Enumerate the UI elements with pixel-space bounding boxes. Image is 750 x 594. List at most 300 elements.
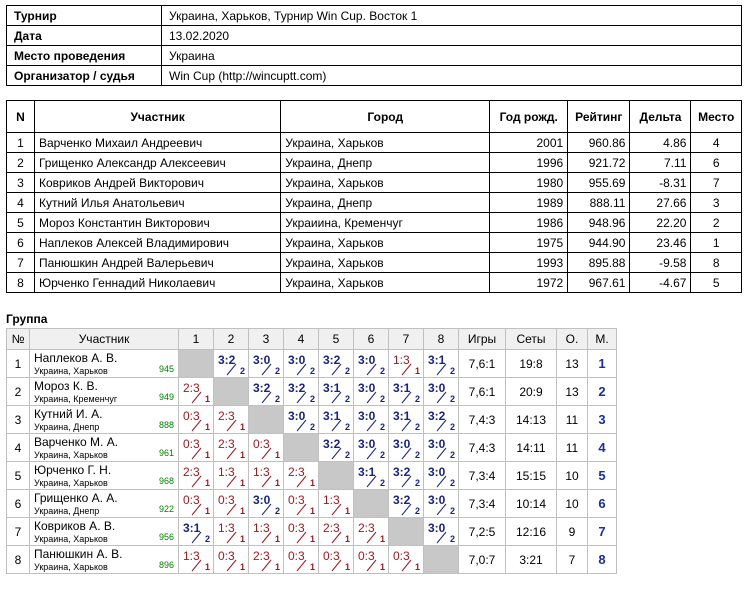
info-row	[7, 26, 742, 46]
result-cell	[424, 490, 459, 518]
result-cell	[284, 406, 319, 434]
group-player	[30, 462, 179, 490]
final-place: 6	[588, 490, 617, 518]
result-score: 3:2	[428, 409, 446, 423]
cell-rating: 948.96	[568, 213, 630, 233]
result-points: 2	[449, 534, 455, 544]
result-score: 3:2	[288, 381, 306, 395]
final-place: 2	[588, 378, 617, 406]
result-cell	[249, 518, 284, 546]
result-cell	[249, 462, 284, 490]
cell-rating: 895.88	[568, 253, 630, 273]
cell-delta: 27.66	[630, 193, 691, 213]
points-total: 10	[557, 490, 588, 518]
cell-place: 3	[691, 193, 742, 213]
result-cell	[214, 490, 249, 518]
result-points: 1	[309, 478, 315, 488]
player-rating: 888	[158, 420, 174, 430]
final-place: 8	[588, 546, 617, 574]
games-score: 7,6:1	[459, 378, 506, 406]
result-points: 2	[379, 450, 385, 460]
cell-place: 2	[691, 213, 742, 233]
player-name: Мороз К. В.	[34, 379, 98, 393]
cell-rating: 967.61	[568, 273, 630, 293]
result-cell	[179, 434, 214, 462]
cell-delta: 23.46	[630, 233, 691, 253]
group-player	[30, 378, 179, 406]
cell-rating: 921.72	[568, 153, 630, 173]
cell-birth-year: 1972	[490, 273, 568, 293]
result-score: 3:0	[288, 409, 306, 423]
cell-participant: Мороз Константин Викторович	[34, 213, 280, 233]
result-cell	[354, 546, 389, 574]
cell-city: Украина, Харьков	[281, 273, 490, 293]
result-cell	[284, 378, 319, 406]
result-points: 2	[204, 534, 210, 544]
cell-number: 4	[7, 193, 35, 213]
result-cell	[214, 406, 249, 434]
result-score: 3:0	[253, 353, 271, 367]
group-header: 5	[319, 329, 354, 350]
diagonal-cell	[319, 462, 354, 490]
result-points: 2	[414, 478, 420, 488]
result-points: 1	[414, 562, 420, 572]
result-cell	[354, 434, 389, 462]
result-score: 0:3	[218, 549, 235, 563]
result-points: 1	[344, 506, 350, 516]
cell-birth-year: 1996	[490, 153, 568, 173]
cell-rating: 888.11	[568, 193, 630, 213]
group-row	[7, 406, 617, 434]
result-cell	[389, 350, 424, 378]
cell-delta: -4.67	[630, 273, 691, 293]
player-rating: 945	[158, 364, 174, 374]
result-score: 1:3	[218, 465, 235, 479]
cell-rating: 955.69	[568, 173, 630, 193]
result-score: 0:3	[253, 437, 270, 451]
result-score: 1:3	[393, 353, 410, 367]
result-score: 3:0	[428, 493, 446, 507]
result-points: 1	[344, 534, 350, 544]
cell-delta: 7.11	[630, 153, 691, 173]
sets-score: 14:11	[506, 434, 557, 462]
points-total: 9	[557, 518, 588, 546]
cell-participant: Юрченко Геннадий Николаевич	[34, 273, 280, 293]
group-header: О.	[557, 329, 588, 350]
result-points: 2	[449, 478, 455, 488]
result-cell	[319, 518, 354, 546]
result-score: 3:2	[253, 381, 271, 395]
header-col-rating: Рейтинг	[568, 101, 630, 133]
result-points: 2	[379, 366, 385, 376]
group-row	[7, 490, 617, 518]
result-score: 0:3	[288, 521, 305, 535]
result-score: 1:3	[323, 493, 340, 507]
sets-score: 19:8	[506, 350, 557, 378]
cell-rating: 960.86	[568, 133, 630, 153]
info-label: Турнир	[7, 6, 162, 26]
player-city: Украина, Харьков	[34, 562, 108, 572]
player-name: Ковриков А. В.	[34, 519, 116, 533]
group-player	[30, 518, 179, 546]
info-row	[7, 6, 742, 26]
result-cell	[389, 406, 424, 434]
result-cell	[284, 518, 319, 546]
cell-place: 1	[691, 233, 742, 253]
result-cell	[319, 406, 354, 434]
result-score: 3:2	[323, 353, 341, 367]
result-points: 2	[449, 450, 455, 460]
tournament-info-table	[6, 5, 742, 86]
result-score: 3:2	[393, 465, 411, 479]
result-score: 3:0	[428, 381, 446, 395]
cell-number: 8	[7, 273, 35, 293]
result-points: 1	[414, 366, 420, 376]
diagonal-cell	[389, 518, 424, 546]
group-row	[7, 518, 617, 546]
info-row	[7, 46, 742, 66]
participant-row	[7, 153, 742, 173]
info-value: Win Cup (http://wincuptt.com)	[162, 66, 742, 86]
info-value: Украина, Харьков, Турнир Win Cup. Восток 1	[162, 6, 742, 26]
group-number: 7	[7, 518, 30, 546]
result-score: 1:3	[253, 465, 270, 479]
result-cell	[249, 490, 284, 518]
group-number: 6	[7, 490, 30, 518]
sets-score: 10:14	[506, 490, 557, 518]
games-score: 7,0:7	[459, 546, 506, 574]
group-number: 8	[7, 546, 30, 574]
participant-row	[7, 233, 742, 253]
cell-number: 6	[7, 233, 35, 253]
cell-city: Украиина, Кременчуг	[281, 213, 490, 233]
result-cell	[389, 434, 424, 462]
result-cell	[249, 434, 284, 462]
group-header: Участник	[30, 329, 179, 350]
sets-score: 12:16	[506, 518, 557, 546]
result-score: 1:3	[218, 521, 235, 535]
points-total: 7	[557, 546, 588, 574]
result-points: 1	[309, 506, 315, 516]
player-name: Панюшкин А. В.	[34, 547, 123, 561]
player-name: Грищенко А. А.	[34, 491, 118, 505]
group-row	[7, 378, 617, 406]
result-score: 3:2	[323, 437, 341, 451]
group-header: М.	[588, 329, 617, 350]
result-points: 2	[414, 422, 420, 432]
result-cell	[354, 462, 389, 490]
cell-city: Украина, Харьков	[281, 133, 490, 153]
header-col-number: N	[7, 101, 35, 133]
final-place: 1	[588, 350, 617, 378]
result-points: 1	[204, 394, 210, 404]
group-player	[30, 490, 179, 518]
group-header-row	[7, 329, 617, 350]
result-points: 1	[239, 534, 245, 544]
result-cell	[214, 434, 249, 462]
result-cell	[179, 490, 214, 518]
group-player	[30, 434, 179, 462]
games-score: 7,3:4	[459, 490, 506, 518]
header-col-delta: Дельта	[630, 101, 691, 133]
result-score: 0:3	[183, 437, 200, 451]
result-points: 2	[449, 394, 455, 404]
final-place: 3	[588, 406, 617, 434]
cell-birth-year: 1980	[490, 173, 568, 193]
cell-number: 2	[7, 153, 35, 173]
result-points: 2	[379, 394, 385, 404]
group-header: 6	[354, 329, 389, 350]
result-points: 2	[274, 366, 280, 376]
cell-participant: Варченко Михаил Андреевич	[34, 133, 280, 153]
result-cell	[389, 462, 424, 490]
result-cell	[249, 546, 284, 574]
result-cell	[424, 350, 459, 378]
group-header: 3	[249, 329, 284, 350]
player-rating: 956	[158, 532, 174, 542]
result-cell	[319, 434, 354, 462]
group-number: 2	[7, 378, 30, 406]
player-name: Наплеков А. В.	[34, 351, 118, 365]
result-cell	[179, 518, 214, 546]
player-name: Юрченко Г. Н.	[34, 463, 112, 477]
result-score: 3:0	[428, 437, 446, 451]
result-score: 2:3	[183, 465, 200, 479]
info-label: Место проведения	[7, 46, 162, 66]
result-score: 1:3	[253, 521, 270, 535]
result-cell	[179, 546, 214, 574]
sets-score: 20:9	[506, 378, 557, 406]
cell-participant: Ковриков Андрей Викторович	[34, 173, 280, 193]
group-results-table	[6, 328, 617, 574]
result-cell	[179, 378, 214, 406]
info-label: Организатор / судья	[7, 66, 162, 86]
result-cell	[284, 490, 319, 518]
diagonal-cell	[214, 378, 249, 406]
final-place: 5	[588, 462, 617, 490]
result-cell	[424, 462, 459, 490]
result-points: 1	[344, 562, 350, 572]
result-score: 0:3	[323, 549, 340, 563]
sets-score: 3:21	[506, 546, 557, 574]
result-points: 2	[274, 506, 280, 516]
sets-score: 14:13	[506, 406, 557, 434]
cell-city: Украина, Днепр	[281, 193, 490, 213]
points-total: 11	[557, 406, 588, 434]
result-cell	[354, 350, 389, 378]
group-number: 1	[7, 350, 30, 378]
group-row	[7, 462, 617, 490]
games-score: 7,4:3	[459, 406, 506, 434]
result-cell	[389, 490, 424, 518]
result-points: 1	[309, 534, 315, 544]
result-score: 0:3	[218, 493, 235, 507]
result-points: 1	[204, 422, 210, 432]
result-score: 3:2	[218, 353, 236, 367]
header-col-city: Город	[281, 101, 490, 133]
cell-number: 7	[7, 253, 35, 273]
result-cell	[284, 350, 319, 378]
result-points: 2	[344, 422, 350, 432]
final-place: 7	[588, 518, 617, 546]
result-cell	[214, 546, 249, 574]
result-points: 1	[204, 450, 210, 460]
participant-row	[7, 273, 742, 293]
result-points: 2	[414, 450, 420, 460]
player-name: Кутний И. А.	[34, 407, 103, 421]
diagonal-cell	[249, 406, 284, 434]
group-title: Группа	[6, 312, 48, 326]
cell-place: 4	[691, 133, 742, 153]
group-player	[30, 406, 179, 434]
result-score: 3:0	[358, 381, 376, 395]
result-score: 1:3	[183, 549, 200, 563]
group-row	[7, 434, 617, 462]
result-points: 2	[309, 422, 315, 432]
player-city: Украина, Харьков	[34, 450, 108, 460]
group-player	[30, 350, 179, 378]
result-score: 3:0	[358, 353, 376, 367]
result-score: 2:3	[358, 521, 375, 535]
player-rating: 922	[158, 504, 174, 514]
diagonal-cell	[179, 350, 214, 378]
result-score: 3:0	[288, 353, 306, 367]
cell-birth-year: 1986	[490, 213, 568, 233]
result-score: 3:1	[323, 409, 341, 423]
games-score: 7,2:5	[459, 518, 506, 546]
player-rating: 896	[158, 560, 174, 570]
result-points: 1	[309, 562, 315, 572]
participants-header-row	[7, 101, 742, 133]
result-score: 3:0	[358, 437, 376, 451]
info-value: 13.02.2020	[162, 26, 742, 46]
result-score: 0:3	[288, 493, 305, 507]
result-points: 2	[379, 478, 385, 488]
result-points: 1	[239, 422, 245, 432]
result-points: 1	[274, 478, 280, 488]
result-score: 3:0	[253, 493, 271, 507]
player-city: Украина, Кременчуг	[34, 394, 118, 404]
cell-city: Украина, Харьков	[281, 233, 490, 253]
cell-participant: Панюшкин Андрей Валерьевич	[34, 253, 280, 273]
group-header: 4	[284, 329, 319, 350]
group-header: Сеты	[506, 329, 557, 350]
group-number: 5	[7, 462, 30, 490]
points-total: 11	[557, 434, 588, 462]
result-points: 2	[274, 394, 280, 404]
result-cell	[389, 546, 424, 574]
result-points: 2	[239, 366, 245, 376]
result-points: 2	[449, 506, 455, 516]
result-points: 1	[239, 562, 245, 572]
result-score: 3:1	[393, 381, 411, 395]
cell-birth-year: 1975	[490, 233, 568, 253]
result-cell	[319, 490, 354, 518]
participant-row	[7, 193, 742, 213]
player-city: Украина, Харьков	[34, 478, 108, 488]
participant-row	[7, 253, 742, 273]
games-score: 7,3:4	[459, 462, 506, 490]
result-score: 0:3	[183, 493, 200, 507]
player-name: Варченко М. А.	[34, 435, 119, 449]
result-cell	[249, 350, 284, 378]
cell-participant: Грищенко Александр Алексеевич	[34, 153, 280, 173]
diagonal-cell	[284, 434, 319, 462]
result-cell	[179, 462, 214, 490]
result-score: 0:3	[288, 549, 305, 563]
group-header: №	[7, 329, 30, 350]
diagonal-cell	[424, 546, 459, 574]
group-header: 7	[389, 329, 424, 350]
result-points: 1	[274, 562, 280, 572]
cell-city: Украина, Днепр	[281, 153, 490, 173]
result-score: 3:0	[358, 409, 376, 423]
points-total: 10	[557, 462, 588, 490]
group-row	[7, 546, 617, 574]
cell-delta: 4.86	[630, 133, 691, 153]
result-score: 0:3	[358, 549, 375, 563]
cell-participant: Кутний Илья Анатольевич	[34, 193, 280, 213]
group-header: 1	[179, 329, 214, 350]
header-col-place: Место	[691, 101, 742, 133]
diagonal-cell	[354, 490, 389, 518]
result-cell	[424, 406, 459, 434]
result-points: 1	[239, 506, 245, 516]
result-points: 1	[204, 506, 210, 516]
group-row	[7, 350, 617, 378]
cell-place: 6	[691, 153, 742, 173]
result-points: 2	[449, 366, 455, 376]
result-score: 2:3	[218, 409, 235, 423]
result-cell	[319, 350, 354, 378]
result-cell	[179, 406, 214, 434]
player-rating: 961	[158, 448, 174, 458]
cell-birth-year: 1989	[490, 193, 568, 213]
points-total: 13	[557, 378, 588, 406]
result-score: 3:0	[393, 437, 411, 451]
result-points: 1	[274, 534, 280, 544]
result-cell	[284, 462, 319, 490]
cell-birth-year: 1993	[490, 253, 568, 273]
result-points: 1	[239, 478, 245, 488]
result-cell	[214, 462, 249, 490]
result-score: 2:3	[323, 521, 340, 535]
result-score: 3:1	[393, 409, 411, 423]
participant-row	[7, 133, 742, 153]
result-cell	[284, 546, 319, 574]
group-number: 4	[7, 434, 30, 462]
result-cell	[389, 378, 424, 406]
result-points: 2	[309, 394, 315, 404]
result-points: 2	[344, 366, 350, 376]
result-cell	[424, 518, 459, 546]
result-score: 3:1	[323, 381, 341, 395]
result-score: 0:3	[183, 409, 200, 423]
player-city: Украина, Харьков	[34, 366, 108, 376]
result-cell	[214, 518, 249, 546]
games-score: 7,4:3	[459, 434, 506, 462]
result-score: 0:3	[393, 549, 410, 563]
result-score: 3:0	[428, 521, 446, 535]
header-col-birth-year: Год рожд.	[490, 101, 568, 133]
info-label: Дата	[7, 26, 162, 46]
result-cell	[214, 350, 249, 378]
cell-number: 1	[7, 133, 35, 153]
cell-city: Украина, Харьков	[281, 253, 490, 273]
result-points: 2	[309, 366, 315, 376]
result-points: 1	[239, 450, 245, 460]
sets-score: 15:15	[506, 462, 557, 490]
